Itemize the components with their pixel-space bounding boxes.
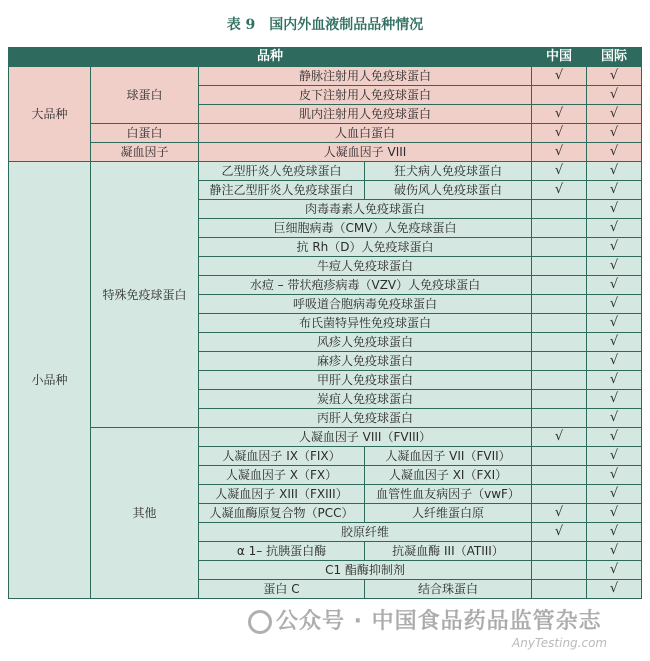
intl-check: √ <box>587 371 642 390</box>
china-check <box>532 371 587 390</box>
intl-check: √ <box>587 428 642 447</box>
china-check <box>532 86 587 105</box>
product-name: α 1– 抗胰蛋白酶 <box>199 542 365 561</box>
china-check: √ <box>532 105 587 124</box>
subgroup-coag: 凝血因子 <box>91 143 199 162</box>
intl-check: √ <box>587 105 642 124</box>
watermark-text: 公众号 · 中国食品药品监管杂志 <box>276 609 602 634</box>
china-check <box>532 580 587 599</box>
china-check: √ <box>532 504 587 523</box>
header-row <box>9 48 642 67</box>
intl-check: √ <box>587 238 642 257</box>
header-variety: 品种 <box>9 48 532 67</box>
intl-check: √ <box>587 390 642 409</box>
china-check: √ <box>532 428 587 447</box>
subgroup-albumin: 白蛋白 <box>91 124 199 143</box>
header-china: 中国 <box>532 48 587 67</box>
product-name: 抗 Rh（D）人免疫球蛋白 <box>199 238 532 257</box>
product-name: 巨细胞病毒（CMV）人免疫球蛋白 <box>199 219 532 238</box>
intl-check: √ <box>587 67 642 86</box>
product-name: 风疹人免疫球蛋白 <box>199 333 532 352</box>
china-check <box>532 390 587 409</box>
product-name: 人凝血因子 X（FX） <box>199 466 365 485</box>
product-name: 皮下注射用人免疫球蛋白 <box>199 86 532 105</box>
product-name: 丙肝人免疫球蛋白 <box>199 409 532 428</box>
product-name: 牛痘人免疫球蛋白 <box>199 257 532 276</box>
intl-check: √ <box>587 86 642 105</box>
product-name: 麻疹人免疫球蛋白 <box>199 352 532 371</box>
group-major: 大品种 <box>9 67 91 162</box>
china-check <box>532 447 587 466</box>
intl-check: √ <box>587 447 642 466</box>
china-check <box>532 295 587 314</box>
product-name: 人凝血因子 VIII（FVIII） <box>199 428 532 447</box>
china-check: √ <box>532 162 587 181</box>
product-name: 肌内注射用人免疫球蛋白 <box>199 105 532 124</box>
table-row <box>9 67 642 86</box>
subgroup-globulin: 球蛋白 <box>91 67 199 124</box>
product-name-2: 人凝血因子 VII（FVII） <box>365 447 532 466</box>
product-name: 布氏菌特异性免疫球蛋白 <box>199 314 532 333</box>
china-check <box>532 333 587 352</box>
table-row <box>9 124 642 143</box>
china-check: √ <box>532 67 587 86</box>
intl-check: √ <box>587 523 642 542</box>
intl-check: √ <box>587 162 642 181</box>
intl-check: √ <box>587 276 642 295</box>
table-title: 表 9 国内外血液制品品种情况 <box>226 17 424 33</box>
product-name-2: 狂犬病人免疫球蛋白 <box>365 162 532 181</box>
intl-check: √ <box>587 466 642 485</box>
product-name: 炭疽人免疫球蛋白 <box>199 390 532 409</box>
group-minor: 小品种 <box>9 162 91 599</box>
product-name: 人血白蛋白 <box>199 124 532 143</box>
china-check: √ <box>532 143 587 162</box>
intl-check: √ <box>587 542 642 561</box>
product-name: 蛋白 C <box>199 580 365 599</box>
intl-check: √ <box>587 352 642 371</box>
intl-check: √ <box>587 333 642 352</box>
wechat-icon <box>248 610 272 634</box>
china-check <box>532 314 587 333</box>
product-name-2: 人凝血因子 XI（FXI） <box>365 466 532 485</box>
watermark <box>248 604 602 635</box>
china-check: √ <box>532 124 587 143</box>
product-name-2: 血管性血友病因子（vwF） <box>365 485 532 504</box>
product-name: 静脉注射用人免疫球蛋白 <box>199 67 532 86</box>
product-name: 人凝血酶原复合物（PCC） <box>199 504 365 523</box>
intl-check: √ <box>587 257 642 276</box>
product-name-2: 人纤维蛋白原 <box>365 504 532 523</box>
product-name-2: 结合珠蛋白 <box>365 580 532 599</box>
china-check <box>532 409 587 428</box>
intl-check: √ <box>587 409 642 428</box>
china-check: √ <box>532 181 587 200</box>
intl-check: √ <box>587 200 642 219</box>
intl-check: √ <box>587 295 642 314</box>
china-check <box>532 219 587 238</box>
site-watermark: AnyTesting.com <box>512 636 608 650</box>
intl-check: √ <box>587 143 642 162</box>
intl-check: √ <box>587 219 642 238</box>
china-check <box>532 200 587 219</box>
intl-check: √ <box>587 124 642 143</box>
product-name: C1 酯酶抑制剂 <box>199 561 532 580</box>
china-check: √ <box>532 523 587 542</box>
intl-check: √ <box>587 314 642 333</box>
table-row <box>9 162 642 181</box>
intl-check: √ <box>587 580 642 599</box>
china-check <box>532 257 587 276</box>
product-name: 乙型肝炎人免疫球蛋白 <box>199 162 365 181</box>
china-check <box>532 238 587 257</box>
product-name: 胶原纤维 <box>199 523 532 542</box>
product-name: 静注乙型肝炎人免疫球蛋白 <box>199 181 365 200</box>
china-check <box>532 276 587 295</box>
intl-check: √ <box>587 181 642 200</box>
china-check <box>532 542 587 561</box>
table-row <box>9 143 642 162</box>
intl-check: √ <box>587 485 642 504</box>
subgroup-special: 特殊免疫球蛋白 <box>91 162 199 428</box>
product-name: 水痘 – 带状疱疹病毒（VZV）人免疫球蛋白 <box>199 276 532 295</box>
header-intl: 国际 <box>587 48 642 67</box>
intl-check: √ <box>587 561 642 580</box>
china-check <box>532 466 587 485</box>
table-row <box>9 428 642 447</box>
blood-products-table <box>8 47 642 599</box>
china-check <box>532 352 587 371</box>
product-name: 人凝血因子 VIII <box>199 143 532 162</box>
china-check <box>532 485 587 504</box>
product-name-2: 破伤风人免疫球蛋白 <box>365 181 532 200</box>
product-name: 人凝血因子 XIII（FXIII） <box>199 485 365 504</box>
product-name-2: 抗凝血酶 III（ATIII） <box>365 542 532 561</box>
product-name: 人凝血因子 IX（FIX） <box>199 447 365 466</box>
product-name: 肉毒毒素人免疫球蛋白 <box>199 200 532 219</box>
product-name: 甲肝人免疫球蛋白 <box>199 371 532 390</box>
subgroup-other: 其他 <box>91 428 199 599</box>
intl-check: √ <box>587 504 642 523</box>
product-name: 呼吸道合胞病毒免疫球蛋白 <box>199 295 532 314</box>
china-check <box>532 561 587 580</box>
